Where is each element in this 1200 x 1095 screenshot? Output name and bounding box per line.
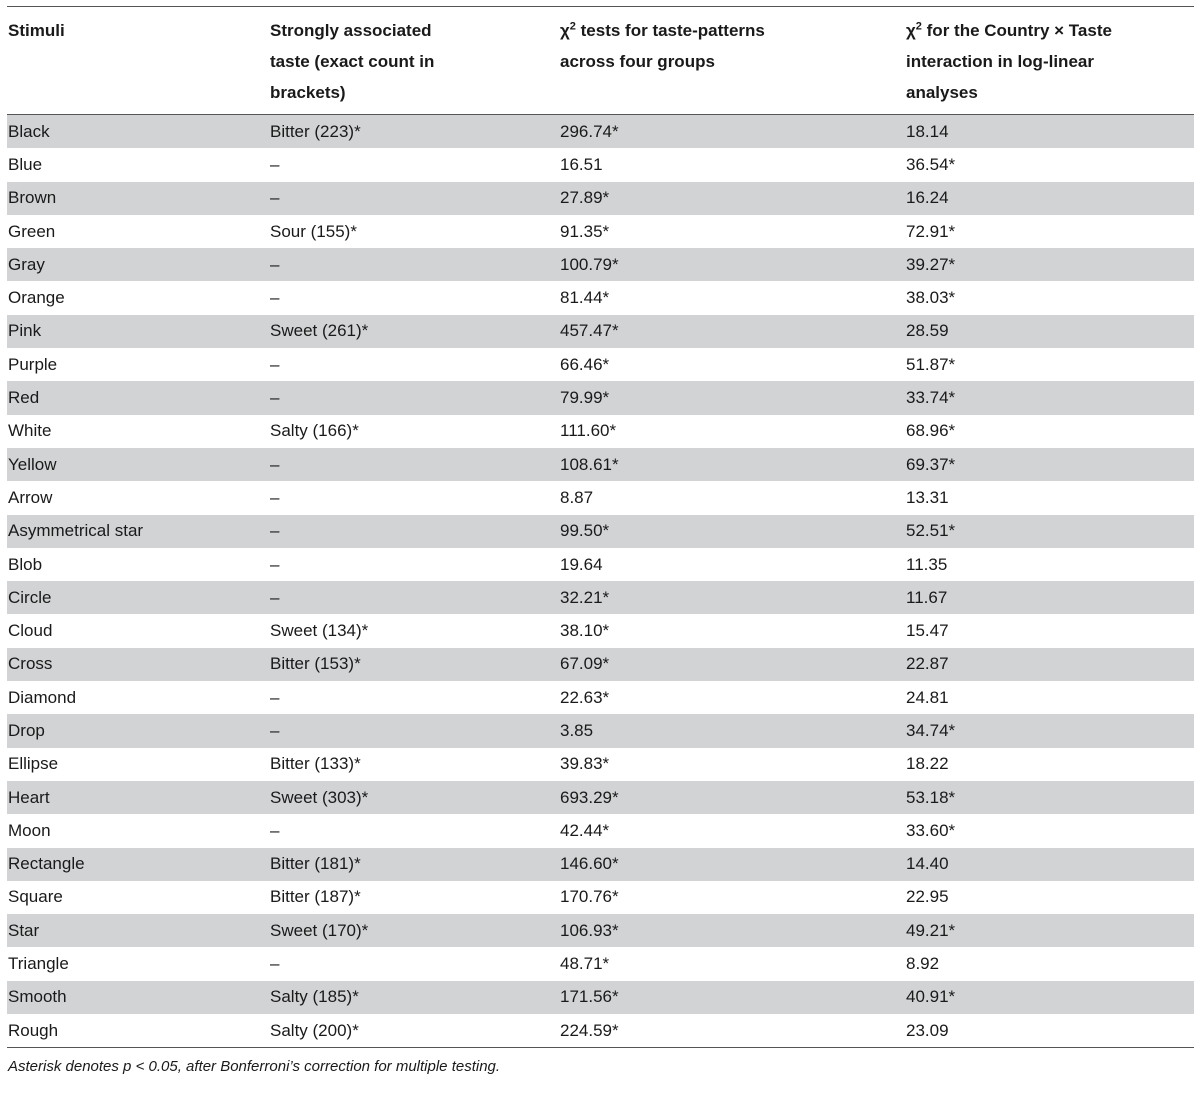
cell-chi-tests: 19.64 (559, 548, 905, 581)
cell-chi-tests: 111.60* (559, 415, 905, 448)
cell-taste: Bitter (181)* (269, 848, 559, 881)
table-body (7, 115, 1194, 1047)
cell-chi-interaction: 11.67 (905, 581, 1194, 614)
cell-chi-tests: 32.21* (559, 581, 905, 614)
chi-symbol: χ (560, 21, 570, 40)
cell-chi-tests: 39.83* (559, 748, 905, 781)
header-chi-interaction (905, 7, 1194, 114)
cell-chi-tests: 27.89* (559, 182, 905, 215)
cell-chi-interaction: 8.92 (905, 947, 1194, 980)
cell-chi-interaction: 13.31 (905, 481, 1194, 514)
cell-chi-tests: 171.56* (559, 981, 905, 1014)
cell-taste: – (269, 947, 559, 980)
cell-chi-tests: 3.85 (559, 714, 905, 747)
cell-chi-interaction: 38.03* (905, 281, 1194, 314)
table-row (7, 848, 1194, 881)
cell-taste: – (269, 548, 559, 581)
header-taste: Strongly associated taste (exact count in brackets) (270, 21, 435, 102)
cell-taste: Sweet (170)* (269, 914, 559, 947)
table-row (7, 814, 1194, 847)
cell-chi-interaction: 18.22 (905, 748, 1194, 781)
table-row (7, 748, 1194, 781)
cell-taste: Sweet (261)* (269, 315, 559, 348)
cell-stimulus: Black (7, 115, 269, 148)
cell-stimulus: Brown (7, 182, 269, 215)
cell-stimulus: Rectangle (7, 848, 269, 881)
cell-chi-tests: 38.10* (559, 614, 905, 647)
cell-chi-interaction: 52.51* (905, 515, 1194, 548)
chi-superscript: 2 (915, 20, 922, 33)
cell-taste: Salty (200)* (269, 1014, 559, 1047)
cell-stimulus: Star (7, 914, 269, 947)
table-row (7, 381, 1194, 414)
cell-chi-tests: 457.47* (559, 315, 905, 348)
cell-stimulus: Drop (7, 714, 269, 747)
chi-superscript: 2 (569, 20, 576, 33)
cell-taste: Salty (166)* (269, 415, 559, 448)
cell-chi-interaction: 28.59 (905, 315, 1194, 348)
table-row (7, 914, 1194, 947)
cell-stimulus: Arrow (7, 481, 269, 514)
table-header (7, 7, 1194, 115)
cell-chi-interaction: 51.87* (905, 348, 1194, 381)
cell-chi-interaction: 33.74* (905, 381, 1194, 414)
cell-stimulus: Blue (7, 148, 269, 181)
cell-taste: Bitter (223)* (269, 115, 559, 148)
cell-chi-tests: 91.35* (559, 215, 905, 248)
cell-taste: – (269, 148, 559, 181)
cell-chi-tests: 224.59* (559, 1014, 905, 1047)
cell-stimulus: Ellipse (7, 748, 269, 781)
header-chi-interaction-label: for the Country × Taste interaction in log-linear analyses (906, 21, 1112, 102)
header-chi-tests-label: tests for taste-patterns across four groups (560, 21, 765, 71)
cell-chi-interaction: 53.18* (905, 781, 1194, 814)
cell-taste: Salty (185)* (269, 981, 559, 1014)
cell-chi-interaction: 39.27* (905, 248, 1194, 281)
cell-stimulus: Rough (7, 1014, 269, 1047)
cell-chi-tests: 296.74* (559, 115, 905, 148)
cell-taste: Sweet (134)* (269, 614, 559, 647)
results-table (7, 7, 1194, 1047)
cell-stimulus: Diamond (7, 681, 269, 714)
table-row (7, 348, 1194, 381)
cell-chi-interaction: 22.95 (905, 881, 1194, 914)
cell-stimulus: Pink (7, 315, 269, 348)
cell-stimulus: White (7, 415, 269, 448)
cell-taste: – (269, 248, 559, 281)
cell-chi-tests: 67.09* (559, 648, 905, 681)
table-row (7, 881, 1194, 914)
cell-chi-tests: 170.76* (559, 881, 905, 914)
table-row (7, 248, 1194, 281)
cell-taste: – (269, 581, 559, 614)
cell-stimulus: Asymmetrical star (7, 515, 269, 548)
cell-taste: Sour (155)* (269, 215, 559, 248)
cell-stimulus: Yellow (7, 448, 269, 481)
table-row (7, 481, 1194, 514)
cell-chi-tests: 66.46* (559, 348, 905, 381)
table-row (7, 614, 1194, 647)
cell-chi-interaction: 40.91* (905, 981, 1194, 1014)
cell-chi-interaction: 72.91* (905, 215, 1194, 248)
table-row (7, 581, 1194, 614)
cell-chi-tests: 100.79* (559, 248, 905, 281)
cell-chi-interaction: 24.81 (905, 681, 1194, 714)
cell-stimulus: Red (7, 381, 269, 414)
cell-chi-interaction: 14.40 (905, 848, 1194, 881)
cell-taste: – (269, 481, 559, 514)
table-row (7, 215, 1194, 248)
cell-stimulus: Cloud (7, 614, 269, 647)
cell-chi-tests: 693.29* (559, 781, 905, 814)
cell-stimulus: Gray (7, 248, 269, 281)
cell-chi-tests: 99.50* (559, 515, 905, 548)
cell-chi-interaction: 36.54* (905, 148, 1194, 181)
cell-stimulus: Moon (7, 814, 269, 847)
cell-chi-tests: 22.63* (559, 681, 905, 714)
cell-stimulus: Smooth (7, 981, 269, 1014)
cell-taste: – (269, 814, 559, 847)
cell-chi-interaction: 16.24 (905, 182, 1194, 215)
table-row (7, 515, 1194, 548)
cell-chi-interaction: 68.96* (905, 415, 1194, 448)
cell-stimulus: Green (7, 215, 269, 248)
cell-taste: – (269, 182, 559, 215)
cell-chi-interaction: 15.47 (905, 614, 1194, 647)
cell-stimulus: Heart (7, 781, 269, 814)
cell-taste: – (269, 348, 559, 381)
table-row (7, 1014, 1194, 1047)
table-row (7, 415, 1194, 448)
chi-symbol: χ (906, 21, 916, 40)
cell-taste: – (269, 281, 559, 314)
table-row (7, 681, 1194, 714)
cell-stimulus: Square (7, 881, 269, 914)
table-row (7, 281, 1194, 314)
cell-taste: – (269, 515, 559, 548)
cell-stimulus: Purple (7, 348, 269, 381)
cell-chi-interaction: 34.74* (905, 714, 1194, 747)
table-row (7, 714, 1194, 747)
cell-taste: Bitter (187)* (269, 881, 559, 914)
cell-taste: Bitter (133)* (269, 748, 559, 781)
table-row (7, 981, 1194, 1014)
cell-chi-interaction: 49.21* (905, 914, 1194, 947)
cell-chi-interaction: 69.37* (905, 448, 1194, 481)
cell-chi-interaction: 33.60* (905, 814, 1194, 847)
table-row (7, 648, 1194, 681)
cell-stimulus: Triangle (7, 947, 269, 980)
cell-taste: – (269, 381, 559, 414)
table-row (7, 448, 1194, 481)
cell-taste: Sweet (303)* (269, 781, 559, 814)
cell-chi-tests: 146.60* (559, 848, 905, 881)
cell-stimulus: Cross (7, 648, 269, 681)
table-bottom-rule (7, 1047, 1194, 1048)
table-row (7, 947, 1194, 980)
table-footnote: Asterisk denotes p < 0.05, after Bonferroni’s correction for multiple testing. (8, 1058, 501, 1076)
cell-chi-tests: 79.99* (559, 381, 905, 414)
cell-chi-tests: 106.93* (559, 914, 905, 947)
header-chi-tests (559, 7, 905, 114)
table-row (7, 182, 1194, 215)
cell-taste: Bitter (153)* (269, 648, 559, 681)
cell-taste: – (269, 681, 559, 714)
results-table-container (7, 6, 1194, 1075)
cell-chi-tests: 108.61* (559, 448, 905, 481)
header-stimuli: Stimuli (8, 21, 65, 40)
cell-chi-tests: 8.87 (559, 481, 905, 514)
table-row (7, 315, 1194, 348)
table-row (7, 148, 1194, 181)
cell-chi-interaction: 11.35 (905, 548, 1194, 581)
table-row (7, 115, 1194, 148)
cell-chi-interaction: 23.09 (905, 1014, 1194, 1047)
cell-chi-interaction: 22.87 (905, 648, 1194, 681)
cell-chi-interaction: 18.14 (905, 115, 1194, 148)
cell-chi-tests: 48.71* (559, 947, 905, 980)
cell-stimulus: Circle (7, 581, 269, 614)
table-row (7, 548, 1194, 581)
cell-chi-tests: 16.51 (559, 148, 905, 181)
cell-stimulus: Orange (7, 281, 269, 314)
cell-chi-tests: 42.44* (559, 814, 905, 847)
cell-stimulus: Blob (7, 548, 269, 581)
cell-taste: – (269, 714, 559, 747)
cell-taste: – (269, 448, 559, 481)
cell-chi-tests: 81.44* (559, 281, 905, 314)
table-row (7, 781, 1194, 814)
